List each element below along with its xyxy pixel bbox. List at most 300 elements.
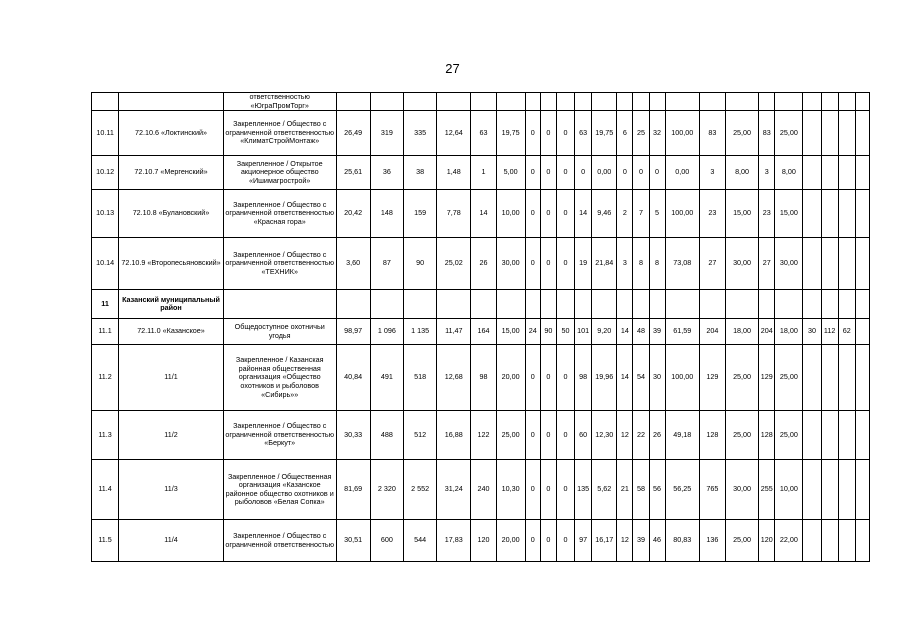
table-cell: 25,00 bbox=[496, 411, 525, 460]
table-cell: 6 bbox=[617, 111, 633, 156]
table-cell: 0 bbox=[575, 156, 592, 190]
table-row bbox=[92, 460, 870, 520]
table-cell: 0 bbox=[525, 460, 540, 520]
table-cell: 7,78 bbox=[437, 190, 471, 238]
table-cell bbox=[855, 345, 869, 411]
table-cell: Закрепленное / Общество с ограниченной ответственностью «Беркут» bbox=[223, 411, 336, 460]
table-cell: 15,00 bbox=[496, 319, 525, 345]
table-cell: 98,97 bbox=[336, 319, 370, 345]
table-cell: 204 bbox=[699, 319, 725, 345]
table-cell bbox=[759, 290, 775, 319]
table-cell bbox=[855, 520, 869, 562]
table-cell: 0 bbox=[556, 190, 574, 238]
table-cell: 25,61 bbox=[336, 156, 370, 190]
table-cell: 512 bbox=[403, 411, 436, 460]
table-cell bbox=[370, 93, 403, 111]
table-cell bbox=[821, 111, 838, 156]
table-cell: 30,00 bbox=[496, 238, 525, 290]
table-cell bbox=[855, 111, 869, 156]
table-cell: 0 bbox=[556, 156, 574, 190]
table-cell: 159 bbox=[403, 190, 436, 238]
table-cell: 25 bbox=[633, 111, 649, 156]
table-cell: 83 bbox=[699, 111, 725, 156]
table-cell: 98 bbox=[471, 345, 496, 411]
table-cell: 112 bbox=[821, 319, 838, 345]
table-cell: 25,00 bbox=[775, 111, 803, 156]
table-cell: 5,62 bbox=[592, 460, 617, 520]
table-cell: 14 bbox=[617, 319, 633, 345]
table-cell: 0 bbox=[649, 156, 665, 190]
table-cell: 11,47 bbox=[437, 319, 471, 345]
table-cell: 100,00 bbox=[665, 190, 699, 238]
table-cell: 63 bbox=[575, 111, 592, 156]
table-cell: 25,00 bbox=[725, 345, 758, 411]
table-cell bbox=[821, 156, 838, 190]
table-cell: 0 bbox=[525, 411, 540, 460]
table-cell: 1 bbox=[471, 156, 496, 190]
table-cell: 10,30 bbox=[496, 460, 525, 520]
table-cell: 136 bbox=[699, 520, 725, 562]
table-cell bbox=[556, 93, 574, 111]
table-cell: 0 bbox=[617, 156, 633, 190]
table-cell bbox=[821, 238, 838, 290]
table-cell bbox=[855, 156, 869, 190]
table-cell: 1 096 bbox=[370, 319, 403, 345]
table-cell: 19,75 bbox=[592, 111, 617, 156]
table-cell: 60 bbox=[575, 411, 592, 460]
table-cell: 15,00 bbox=[775, 190, 803, 238]
table-cell bbox=[803, 111, 821, 156]
table-cell: Казанский муниципальный район bbox=[119, 290, 224, 319]
table-cell: 122 bbox=[471, 411, 496, 460]
table-cell bbox=[540, 290, 556, 319]
table-cell: 8 bbox=[633, 238, 649, 290]
table-cell: 11.1 bbox=[92, 319, 119, 345]
table-cell: 18,00 bbox=[725, 319, 758, 345]
table-cell bbox=[855, 93, 869, 111]
table-cell: 30,33 bbox=[336, 411, 370, 460]
table-cell bbox=[855, 460, 869, 520]
table-cell: 0 bbox=[556, 238, 574, 290]
table-cell: 0 bbox=[540, 238, 556, 290]
table-cell bbox=[617, 290, 633, 319]
table-cell: 14 bbox=[575, 190, 592, 238]
table-cell: 14 bbox=[617, 345, 633, 411]
table-cell: Закрепленное / Общество с ограниченной ответственностью bbox=[223, 520, 336, 562]
table-cell: 0 bbox=[540, 190, 556, 238]
table-row bbox=[92, 238, 870, 290]
table-cell: 18,00 bbox=[775, 319, 803, 345]
table-cell: 83 bbox=[759, 111, 775, 156]
table-cell: 30,00 bbox=[775, 238, 803, 290]
table-cell bbox=[336, 93, 370, 111]
table-cell: 63 bbox=[471, 111, 496, 156]
table-cell: 148 bbox=[370, 190, 403, 238]
table-cell: 25,00 bbox=[775, 345, 803, 411]
table-cell bbox=[803, 290, 821, 319]
table-cell bbox=[803, 411, 821, 460]
table-cell: 27 bbox=[699, 238, 725, 290]
table-cell bbox=[592, 290, 617, 319]
table-cell: 11/1 bbox=[119, 345, 224, 411]
table-cell bbox=[838, 190, 855, 238]
table-cell bbox=[821, 345, 838, 411]
table-cell bbox=[336, 290, 370, 319]
table-cell: 0 bbox=[556, 520, 574, 562]
table-cell: 11.3 bbox=[92, 411, 119, 460]
table-cell bbox=[759, 93, 775, 111]
table-cell: 2 320 bbox=[370, 460, 403, 520]
table-cell: Закрепленное / Общество с ограниченной ответственностью «КлиматСтройМонтаж» bbox=[223, 111, 336, 156]
table-cell: 30,00 bbox=[725, 460, 758, 520]
table-cell: 491 bbox=[370, 345, 403, 411]
table-cell bbox=[496, 93, 525, 111]
table-cell bbox=[855, 238, 869, 290]
table-cell: 72.11.0 «Казанское» bbox=[119, 319, 224, 345]
table-cell: 27 bbox=[759, 238, 775, 290]
table-cell bbox=[803, 520, 821, 562]
table-cell: 164 bbox=[471, 319, 496, 345]
table-cell: Общедоступное охотничьи угодья bbox=[223, 319, 336, 345]
table-cell: 544 bbox=[403, 520, 436, 562]
table-cell bbox=[803, 460, 821, 520]
table-cell: 2 bbox=[617, 190, 633, 238]
table-cell bbox=[855, 319, 869, 345]
table-cell bbox=[803, 238, 821, 290]
table-cell: 0 bbox=[540, 156, 556, 190]
table-cell: 17,83 bbox=[437, 520, 471, 562]
table-cell bbox=[821, 460, 838, 520]
table-cell: 87 bbox=[370, 238, 403, 290]
table-cell: 72.10.9 «Второпесьяновский» bbox=[119, 238, 224, 290]
table-cell bbox=[471, 290, 496, 319]
table-cell: 54 bbox=[633, 345, 649, 411]
table-cell: 40,84 bbox=[336, 345, 370, 411]
table-cell: 488 bbox=[370, 411, 403, 460]
table-cell bbox=[525, 290, 540, 319]
table-cell: 19 bbox=[575, 238, 592, 290]
table-row bbox=[92, 93, 870, 111]
table-cell: 56 bbox=[649, 460, 665, 520]
table-cell: 11.4 bbox=[92, 460, 119, 520]
table-cell bbox=[665, 290, 699, 319]
table-cell: 38 bbox=[403, 156, 436, 190]
table-row bbox=[92, 290, 870, 319]
table-cell bbox=[471, 93, 496, 111]
table-cell: 81,69 bbox=[336, 460, 370, 520]
table-cell bbox=[575, 290, 592, 319]
table-cell bbox=[855, 411, 869, 460]
table-cell: 5,00 bbox=[496, 156, 525, 190]
table-cell: 62 bbox=[838, 319, 855, 345]
table-cell: 3,60 bbox=[336, 238, 370, 290]
table-cell: 12,30 bbox=[592, 411, 617, 460]
table-cell: 15,00 bbox=[725, 190, 758, 238]
table-cell bbox=[821, 190, 838, 238]
table-cell: 26 bbox=[649, 411, 665, 460]
table-cell: 0 bbox=[556, 345, 574, 411]
table-cell: 11.5 bbox=[92, 520, 119, 562]
table-cell: 12 bbox=[617, 520, 633, 562]
table-cell bbox=[592, 93, 617, 111]
page-number: 27 bbox=[445, 61, 460, 76]
table-cell: 49,18 bbox=[665, 411, 699, 460]
table-cell: 25,00 bbox=[725, 520, 758, 562]
table-row bbox=[92, 345, 870, 411]
table-cell: 32 bbox=[649, 111, 665, 156]
table-cell: 600 bbox=[370, 520, 403, 562]
table-cell: Закрепленное / Общество с ограниченной ответственностью «Красная гора» bbox=[223, 190, 336, 238]
table-cell: 10.14 bbox=[92, 238, 119, 290]
table-row bbox=[92, 156, 870, 190]
table-cell: 0 bbox=[525, 190, 540, 238]
table-cell: 16,88 bbox=[437, 411, 471, 460]
table-cell: 39 bbox=[633, 520, 649, 562]
table-cell bbox=[775, 93, 803, 111]
table-cell: 0 bbox=[525, 238, 540, 290]
table-cell bbox=[803, 156, 821, 190]
table-cell: 0 bbox=[540, 460, 556, 520]
table-cell bbox=[838, 238, 855, 290]
table-cell: 255 bbox=[759, 460, 775, 520]
table-cell: Закрепленное / Казанская районная общественная организация «Общество охотников и рыболовов «Сибирь»» bbox=[223, 345, 336, 411]
table-cell: 19,75 bbox=[496, 111, 525, 156]
table-cell: 8,00 bbox=[725, 156, 758, 190]
table-cell bbox=[699, 93, 725, 111]
table-cell: 0 bbox=[525, 520, 540, 562]
table-cell: 30 bbox=[649, 345, 665, 411]
table-row bbox=[92, 319, 870, 345]
table-cell bbox=[838, 290, 855, 319]
table-cell: 11/4 bbox=[119, 520, 224, 562]
table-cell: 48 bbox=[633, 319, 649, 345]
table-cell: 46 bbox=[649, 520, 665, 562]
table-cell: 30,51 bbox=[336, 520, 370, 562]
table-cell: 129 bbox=[759, 345, 775, 411]
table-cell: 19,96 bbox=[592, 345, 617, 411]
table-cell: 0,00 bbox=[592, 156, 617, 190]
table-cell bbox=[775, 290, 803, 319]
table-cell bbox=[403, 93, 436, 111]
table-cell: 0 bbox=[540, 111, 556, 156]
table-cell: 56,25 bbox=[665, 460, 699, 520]
table-cell: 25,00 bbox=[725, 411, 758, 460]
table-cell: 9,46 bbox=[592, 190, 617, 238]
table-cell: 22 bbox=[633, 411, 649, 460]
table-cell: 0 bbox=[525, 156, 540, 190]
table-cell: 0 bbox=[633, 156, 649, 190]
table-cell: 204 bbox=[759, 319, 775, 345]
table-cell: 8 bbox=[649, 238, 665, 290]
table-cell: 5 bbox=[649, 190, 665, 238]
table-cell: 0 bbox=[556, 460, 574, 520]
table-cell: 0 bbox=[540, 345, 556, 411]
table-body bbox=[92, 93, 870, 562]
table-cell bbox=[223, 290, 336, 319]
table-cell: 100,00 bbox=[665, 111, 699, 156]
table-cell: 14 bbox=[471, 190, 496, 238]
table-cell: 26 bbox=[471, 238, 496, 290]
table-cell: 22,00 bbox=[775, 520, 803, 562]
table-cell: 72.10.7 «Мергенский» bbox=[119, 156, 224, 190]
table-cell: 21 bbox=[617, 460, 633, 520]
table-cell: ответственностью «ЮграПромТорг» bbox=[223, 93, 336, 111]
table-cell bbox=[803, 190, 821, 238]
table-cell bbox=[403, 290, 436, 319]
table-cell: 518 bbox=[403, 345, 436, 411]
table-cell: 72.10.6 «Локтинский» bbox=[119, 111, 224, 156]
table-row bbox=[92, 520, 870, 562]
table-cell: 0 bbox=[556, 411, 574, 460]
table-cell bbox=[725, 93, 758, 111]
table-cell: 2 552 bbox=[403, 460, 436, 520]
table-cell: Закрепленное / Общество с ограниченной ответственностью «ТЕХНИК» bbox=[223, 238, 336, 290]
table-cell: 11.2 bbox=[92, 345, 119, 411]
table-cell: 1 135 bbox=[403, 319, 436, 345]
table-cell: 31,24 bbox=[437, 460, 471, 520]
table-cell: 12,64 bbox=[437, 111, 471, 156]
table-cell: 90 bbox=[540, 319, 556, 345]
table-cell: 30,00 bbox=[725, 238, 758, 290]
table-cell: 120 bbox=[471, 520, 496, 562]
table-cell: 0,00 bbox=[665, 156, 699, 190]
table-cell bbox=[838, 93, 855, 111]
table-cell bbox=[92, 93, 119, 111]
table-cell bbox=[575, 93, 592, 111]
table-cell bbox=[838, 520, 855, 562]
table-cell: 3 bbox=[759, 156, 775, 190]
table-cell bbox=[649, 290, 665, 319]
table-cell: 3 bbox=[699, 156, 725, 190]
table-cell: 100,00 bbox=[665, 345, 699, 411]
table-cell: 24 bbox=[525, 319, 540, 345]
table-cell: 0 bbox=[556, 111, 574, 156]
table-cell bbox=[496, 290, 525, 319]
table-cell: 765 bbox=[699, 460, 725, 520]
table-cell: 128 bbox=[699, 411, 725, 460]
table-row bbox=[92, 411, 870, 460]
table-cell: 12,68 bbox=[437, 345, 471, 411]
table-cell: 26,49 bbox=[336, 111, 370, 156]
table-cell: 0 bbox=[525, 111, 540, 156]
table-cell: 135 bbox=[575, 460, 592, 520]
table-cell: 10,00 bbox=[496, 190, 525, 238]
table-cell bbox=[838, 111, 855, 156]
table-cell: 335 bbox=[403, 111, 436, 156]
table-cell bbox=[855, 290, 869, 319]
table-cell bbox=[556, 290, 574, 319]
table-cell bbox=[437, 93, 471, 111]
table-cell bbox=[725, 290, 758, 319]
table-cell: 0 bbox=[540, 520, 556, 562]
table-cell bbox=[540, 93, 556, 111]
table-cell: 101 bbox=[575, 319, 592, 345]
table-cell: 23 bbox=[759, 190, 775, 238]
table-cell bbox=[821, 290, 838, 319]
table-cell bbox=[838, 460, 855, 520]
table-cell bbox=[838, 345, 855, 411]
table-cell bbox=[119, 93, 224, 111]
table-cell: 72.10.8 «Булановский» bbox=[119, 190, 224, 238]
table-cell: 61,59 bbox=[665, 319, 699, 345]
table-cell bbox=[649, 93, 665, 111]
table-cell: 120 bbox=[759, 520, 775, 562]
table-cell bbox=[633, 290, 649, 319]
table-cell bbox=[821, 93, 838, 111]
table-cell: 25,00 bbox=[725, 111, 758, 156]
table-cell bbox=[838, 156, 855, 190]
table-row bbox=[92, 111, 870, 156]
table-cell bbox=[803, 93, 821, 111]
table-cell: 319 bbox=[370, 111, 403, 156]
hunting-grounds-table bbox=[91, 92, 870, 562]
table-cell bbox=[803, 345, 821, 411]
table-cell: 12 bbox=[617, 411, 633, 460]
table-cell: 36 bbox=[370, 156, 403, 190]
table-cell: 97 bbox=[575, 520, 592, 562]
table-cell: 8,00 bbox=[775, 156, 803, 190]
table-cell: 16,17 bbox=[592, 520, 617, 562]
table-cell: 128 bbox=[759, 411, 775, 460]
table-cell: 129 bbox=[699, 345, 725, 411]
table-cell: 20,42 bbox=[336, 190, 370, 238]
table-cell bbox=[370, 290, 403, 319]
table-cell: 11 bbox=[92, 290, 119, 319]
table-cell: 11/3 bbox=[119, 460, 224, 520]
table-cell: 50 bbox=[556, 319, 574, 345]
table-cell: 90 bbox=[403, 238, 436, 290]
table-cell: Закрепленное / Открытое акционерное общество «Ишимагрострой» bbox=[223, 156, 336, 190]
table-cell: 20,00 bbox=[496, 345, 525, 411]
table-cell: 20,00 bbox=[496, 520, 525, 562]
table-cell bbox=[821, 411, 838, 460]
table-cell bbox=[525, 93, 540, 111]
table-cell: 0 bbox=[525, 345, 540, 411]
table-cell: 25,00 bbox=[775, 411, 803, 460]
table-cell: 25,02 bbox=[437, 238, 471, 290]
table-cell: 21,84 bbox=[592, 238, 617, 290]
table-cell: 80,83 bbox=[665, 520, 699, 562]
table-cell: 10.11 bbox=[92, 111, 119, 156]
table-cell bbox=[699, 290, 725, 319]
table-cell: 30 bbox=[803, 319, 821, 345]
table-cell: 11/2 bbox=[119, 411, 224, 460]
table-cell: 98 bbox=[575, 345, 592, 411]
table-cell: 10.13 bbox=[92, 190, 119, 238]
table-cell: 10,00 bbox=[775, 460, 803, 520]
table-cell bbox=[665, 93, 699, 111]
table-cell bbox=[821, 520, 838, 562]
table-cell: 3 bbox=[617, 238, 633, 290]
table-cell: 9,20 bbox=[592, 319, 617, 345]
table-cell: 7 bbox=[633, 190, 649, 238]
table-row bbox=[92, 190, 870, 238]
table-cell bbox=[838, 411, 855, 460]
table-cell: 23 bbox=[699, 190, 725, 238]
table-cell: 39 bbox=[649, 319, 665, 345]
table-cell: Закрепленное / Общественная организация «Казанское районное общество охотников и рыболовов «Белая Сопка» bbox=[223, 460, 336, 520]
table-cell: 10.12 bbox=[92, 156, 119, 190]
table-cell: 58 bbox=[633, 460, 649, 520]
table-cell: 73,08 bbox=[665, 238, 699, 290]
table-cell bbox=[855, 190, 869, 238]
table-cell bbox=[633, 93, 649, 111]
table-cell bbox=[617, 93, 633, 111]
table-cell: 0 bbox=[540, 411, 556, 460]
table-cell: 1,48 bbox=[437, 156, 471, 190]
table-cell: 240 bbox=[471, 460, 496, 520]
table-cell bbox=[437, 290, 471, 319]
